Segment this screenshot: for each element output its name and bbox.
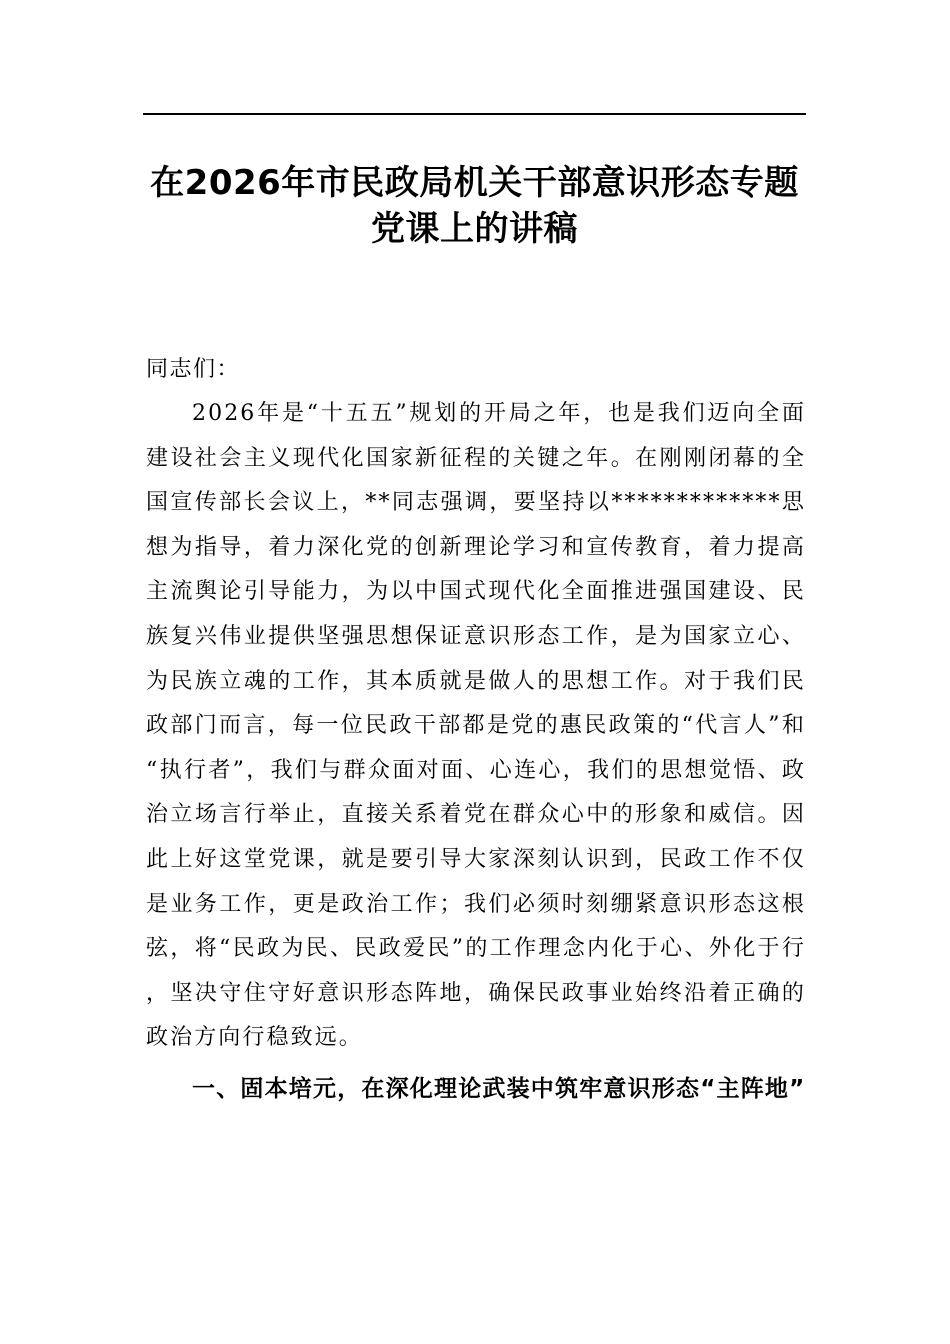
section-heading: 一、固本培元，在深化理论武装中筑牢意识形态“主阵地” — [192, 1075, 806, 1102]
document-title — [143, 160, 806, 252]
body-paragraph: 2026年是“十五五”规划的开局之年，也是我们迈向全面建设社会主义现代化国家新征程的关键之年。在刚刚闭幕的全国宣传部长会议上，**同志强调，要坚持以*************思想为指导，着力深化党的创新理论学习和宣传教育，着力提高主流舆论引导能力，为以中国式现代化全面推进强国建设、民族复兴伟业提供坚强思想保证意识形态工作，是为国家立心、为民族立魂的工作，其本质就是做人的思想工作。对于我们民政部门而言，每一位民政干部都是党的惠民政策的“代言人”和“执行者”，我们与群众面对面、心连心，我们的思想觉悟、政治立场言行举止，直接关系着党在群众心中的形象和威信。因此上好这堂党课，就是要引导大家深刻认识到，民政工作不仅是业务工作，更是政治工作；我们必须时刻绷紧意识形态这根弦，将“民政为民、民政爱民”的工作理念内化于心、外化于行，坚决守住守好意识形态阵地，确保民政事业始终沿着正确的政治方向行稳致远。 — [146, 401, 806, 1051]
header-rule — [143, 113, 806, 115]
document-body — [146, 348, 806, 1112]
title-line-1: 在2026年市民政局机关干部意识形态专题 — [150, 163, 799, 203]
title-line-2: 党课上的讲稿 — [371, 209, 578, 249]
greeting: 同志们： — [146, 357, 241, 382]
